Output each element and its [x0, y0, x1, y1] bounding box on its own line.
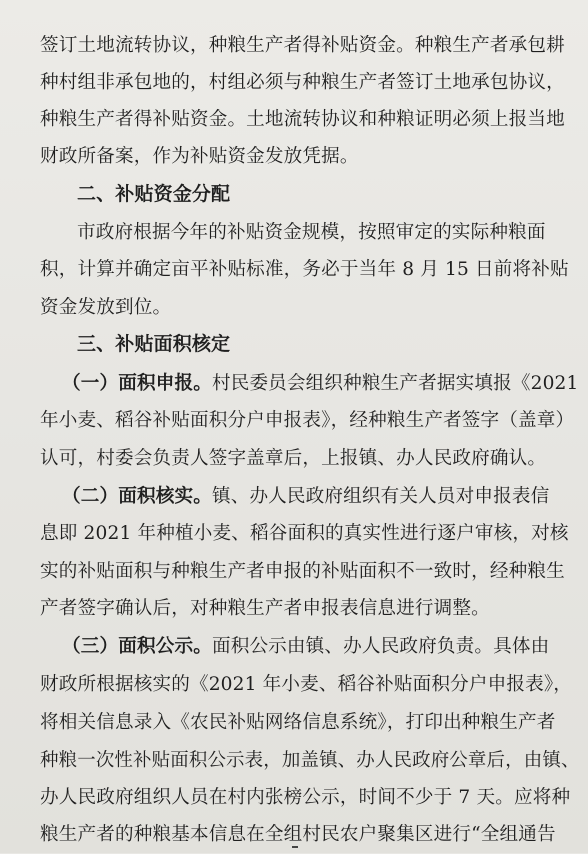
text-span: 种粮一次性补贴面积公示表，加盖镇、办人民政府公章后，由镇、: [40, 750, 580, 771]
text-line-21: [40, 779, 570, 817]
text-line-14: [40, 515, 569, 553]
text-line-13: [62, 478, 549, 516]
text-span: 市政府根据今年的补贴资金规模，按照审定的实际种粮面: [77, 222, 546, 243]
text-line-20: [40, 742, 580, 780]
text-span: 认可，村委会负责人签字盖章后，上报镇、办人民政府确认。: [40, 448, 547, 469]
text-span: 财政所备案，作为补贴资金发放凭据。: [40, 146, 359, 167]
text-span: 签订土地流转协议，种粮生产者得补贴资金。种粮生产者承包耕: [40, 35, 565, 56]
text-line-16: [40, 590, 490, 628]
text-line-2: [40, 64, 565, 102]
page-edge-mark: [292, 846, 298, 852]
text-line-18: [40, 666, 572, 704]
text-span: 将相关信息录入《农民补贴网络信息系统》，打印出种粮生产者: [40, 712, 556, 733]
text-span: 粮生产者的种粮基本信息在全组村民农户聚集区进行“全组通告: [40, 824, 556, 845]
heading-text: 三、补贴面积核定: [77, 333, 231, 355]
text-span: 息即 2021 年种植小麦、稻谷面积的真实性进行逐户审核，对核: [40, 523, 569, 544]
text-span: 办人民政府组织人员在村内张榜公示，时间不少于 7 天。应将种: [40, 787, 571, 808]
text-span: 面积公示由镇、办人民政府负责。具体由: [211, 636, 550, 657]
subheading-area-declaration: （一）面积申报。: [62, 373, 212, 394]
text-span: 财政所根据核实的《2021 年小麦、稻谷补贴面积分户申报表》，: [40, 674, 573, 695]
text-line-1: [40, 27, 565, 65]
text-line-3: [40, 101, 565, 139]
text-line-6: [77, 214, 546, 252]
section-heading-3: [77, 326, 230, 364]
text-span: 积，计算并确定亩平补贴标准，务必于当年 8 月 15 日前将补贴: [40, 259, 569, 280]
text-span: 年小麦、稻谷补贴面积分户申报表》，经种粮生产者签字（盖章）: [40, 410, 575, 431]
section-heading-2: [77, 176, 230, 214]
text-line-17: [62, 628, 549, 666]
text-span: 种粮生产者得补贴资金。土地流转协议和种粮证明必须上报当地: [40, 109, 565, 130]
text-span: 村民委员会组织种粮生产者据实填报《2021: [211, 373, 579, 394]
text-line-11: [40, 402, 574, 440]
subheading-area-publicity: （三）面积公示。: [62, 636, 212, 657]
text-line-8: [40, 289, 171, 327]
text-line-10: [62, 365, 579, 403]
heading-text: 二、补贴资金分配: [77, 183, 231, 205]
text-line-19: [40, 704, 556, 742]
text-span: 实的补贴面积与种粮生产者申报的补贴面积不一致时，经种粮生: [40, 561, 565, 582]
text-span: 镇、办人民政府组织有关人员对申报表信: [211, 486, 550, 507]
text-span: 资金发放到位。: [40, 297, 172, 318]
text-span: 种村组非承包地的，村组必须与种粮生产者签订土地承包协议，: [40, 72, 565, 93]
text-line-12: [40, 440, 546, 478]
text-line-15: [40, 553, 565, 591]
text-span: 产者签字确认后，对种粮生产者申报表信息进行调整。: [40, 598, 490, 619]
text-line-4: [40, 138, 359, 176]
subheading-area-verification: （二）面积核实。: [62, 486, 212, 507]
text-line-7: [40, 251, 569, 289]
